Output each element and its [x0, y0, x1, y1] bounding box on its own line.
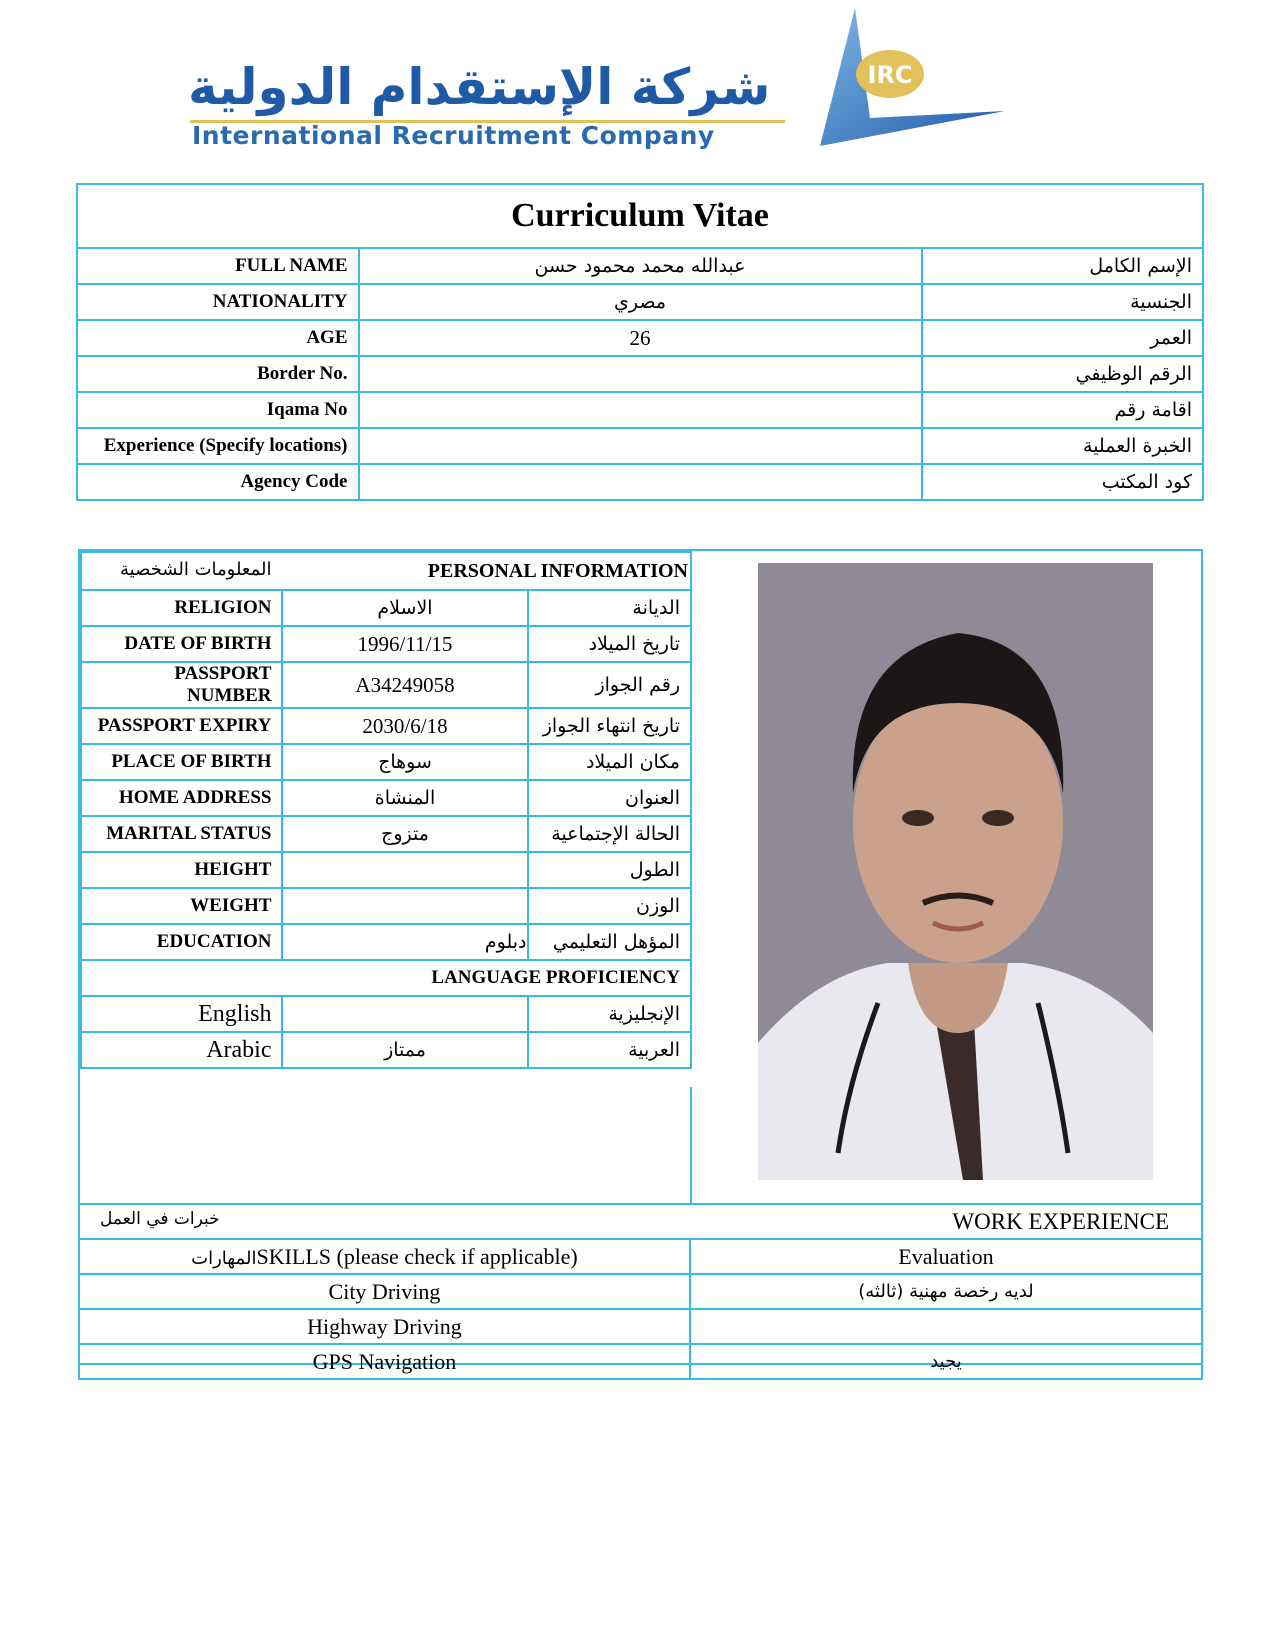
skills-header-en: SKILLS (please check if applicable): [256, 1243, 578, 1269]
height-label: HEIGHT: [81, 852, 282, 888]
personal-info-heading: PERSONAL INFORMATION: [427, 559, 688, 582]
candidate-photo: [758, 563, 1153, 1180]
border-no-label: Border No.: [77, 356, 359, 392]
experience-arabic-label: الخبرة العملية: [922, 428, 1204, 464]
company-logo-icon: [810, 6, 1020, 156]
personal-info-header: [81, 552, 691, 590]
company-english-name: International Recruitment Company: [192, 121, 715, 150]
cv-row: [77, 464, 1203, 500]
skill-row: [79, 1344, 1202, 1379]
marital-status-arabic-label: الحالة الإجتماعية: [528, 816, 692, 852]
section-divider: [690, 1087, 692, 1203]
personal-row: [81, 744, 691, 780]
arabic-arabic-label: العربية: [528, 1032, 692, 1068]
skills-header: [79, 1239, 690, 1274]
education-label: EDUCATION: [81, 924, 282, 960]
cv-summary-table: [76, 183, 1204, 501]
full-name-value: عبدالله محمد محمود حسن: [359, 248, 922, 284]
experience-value: [359, 428, 922, 464]
skill-name: Highway Driving: [79, 1309, 690, 1344]
skill-evaluation: يجيد: [690, 1344, 1202, 1379]
education-value: دبلوم: [282, 924, 527, 960]
full-name-label: FULL NAME: [77, 248, 359, 284]
marital-status-value: متزوج: [282, 816, 527, 852]
agency-code-value: [359, 464, 922, 500]
passport-number-arabic-label: رقم الجواز: [528, 662, 692, 708]
personal-row: [81, 590, 691, 626]
skill-evaluation: لديه رخصة مهنية (ثالثه): [690, 1274, 1202, 1309]
passport-expiry-arabic-label: تاريخ انتهاء الجواز: [528, 708, 692, 744]
skill-name: City Driving: [79, 1274, 690, 1309]
place-of-birth-arabic-label: مكان الميلاد: [528, 744, 692, 780]
personal-row: [81, 924, 691, 960]
nationality-value: مصري: [359, 284, 922, 320]
iqama-no-label: Iqama No: [77, 392, 359, 428]
language-proficiency-heading: LANGUAGE PROFICIENCY: [81, 960, 691, 996]
skill-name: GPS Navigation: [79, 1344, 690, 1379]
age-value: 26: [359, 320, 922, 356]
home-address-arabic-label: العنوان: [528, 780, 692, 816]
home-address-value: المنشاة: [282, 780, 527, 816]
iqama-no-value: [359, 392, 922, 428]
skills-header-ar: المهارات: [191, 1247, 257, 1269]
personal-row: [81, 662, 691, 708]
date-of-birth-arabic-label: تاريخ الميلاد: [528, 626, 692, 662]
personal-info-heading-ar: المعلومات الشخصية: [120, 559, 272, 580]
logo-badge-text: IRC: [867, 61, 913, 89]
passport-expiry-value: 2030/6/18: [282, 708, 527, 744]
religion-label: RELIGION: [81, 590, 282, 626]
skill-row: [79, 1274, 1202, 1309]
work-experience-heading: WORK EXPERIENCE: [952, 1208, 1169, 1234]
language-row: [81, 1032, 691, 1068]
work-experience-heading-ar: خبرات في العمل: [100, 1209, 220, 1229]
work-experience-header: [79, 1204, 1202, 1239]
nationality-arabic-label: الجنسية: [922, 284, 1204, 320]
passport-number-value: A34249058: [282, 662, 527, 708]
work-skills-table: [78, 1203, 1203, 1380]
personal-row: [81, 816, 691, 852]
education-arabic-label: المؤهل التعليمي: [528, 924, 692, 960]
personal-row: [81, 852, 691, 888]
weight-value: [282, 888, 527, 924]
cv-row: [77, 248, 1203, 284]
cv-row: [77, 428, 1203, 464]
nationality-label: NATIONALITY: [77, 284, 359, 320]
personal-row: [81, 780, 691, 816]
skill-evaluation: [690, 1309, 1202, 1344]
agency-code-label: Agency Code: [77, 464, 359, 500]
passport-expiry-label: PASSPORT EXPIRY: [81, 708, 282, 744]
english-label: English: [81, 996, 282, 1032]
marital-status-label: MARITAL STATUS: [81, 816, 282, 852]
date-of-birth-label: DATE OF BIRTH: [81, 626, 282, 662]
experience-label: Experience (Specify locations): [77, 428, 359, 464]
personal-info-table: [80, 551, 692, 1069]
weight-arabic-label: الوزن: [528, 888, 692, 924]
english-arabic-label: الإنجليزية: [528, 996, 692, 1032]
cv-row: [77, 320, 1203, 356]
date-of-birth-value: 1996/11/15: [282, 626, 527, 662]
company-arabic-name: شركة الإستقدام الدولية: [188, 58, 771, 116]
height-value: [282, 852, 527, 888]
weight-label: WEIGHT: [81, 888, 282, 924]
home-address-label: HOME ADDRESS: [81, 780, 282, 816]
cv-row: [77, 356, 1203, 392]
height-arabic-label: الطول: [528, 852, 692, 888]
agency-code-arabic-label: كود المكتب: [922, 464, 1204, 500]
english-value: [282, 996, 527, 1032]
full-name-arabic-label: الإسم الكامل: [922, 248, 1204, 284]
iqama-no-arabic-label: اقامة رقم: [922, 392, 1204, 428]
place-of-birth-value: سوهاج: [282, 744, 527, 780]
personal-row: [81, 626, 691, 662]
border-no-value: [359, 356, 922, 392]
skill-row: [79, 1309, 1202, 1344]
personal-row: [81, 888, 691, 924]
cv-row: [77, 392, 1203, 428]
cv-row: [77, 284, 1203, 320]
age-label: AGE: [77, 320, 359, 356]
cv-title: Curriculum Vitae: [77, 184, 1203, 248]
language-row: [81, 996, 691, 1032]
age-arabic-label: العمر: [922, 320, 1204, 356]
personal-row: [81, 708, 691, 744]
religion-value: الاسلام: [282, 590, 527, 626]
arabic-value: ممتاز: [282, 1032, 527, 1068]
religion-arabic-label: الديانة: [528, 590, 692, 626]
evaluation-header: Evaluation: [690, 1239, 1202, 1274]
arabic-label: Arabic: [81, 1032, 282, 1068]
border-no-arabic-label: الرقم الوظيفي: [922, 356, 1204, 392]
place-of-birth-label: PLACE OF BIRTH: [81, 744, 282, 780]
passport-number-label: PASSPORT NUMBER: [81, 662, 282, 708]
